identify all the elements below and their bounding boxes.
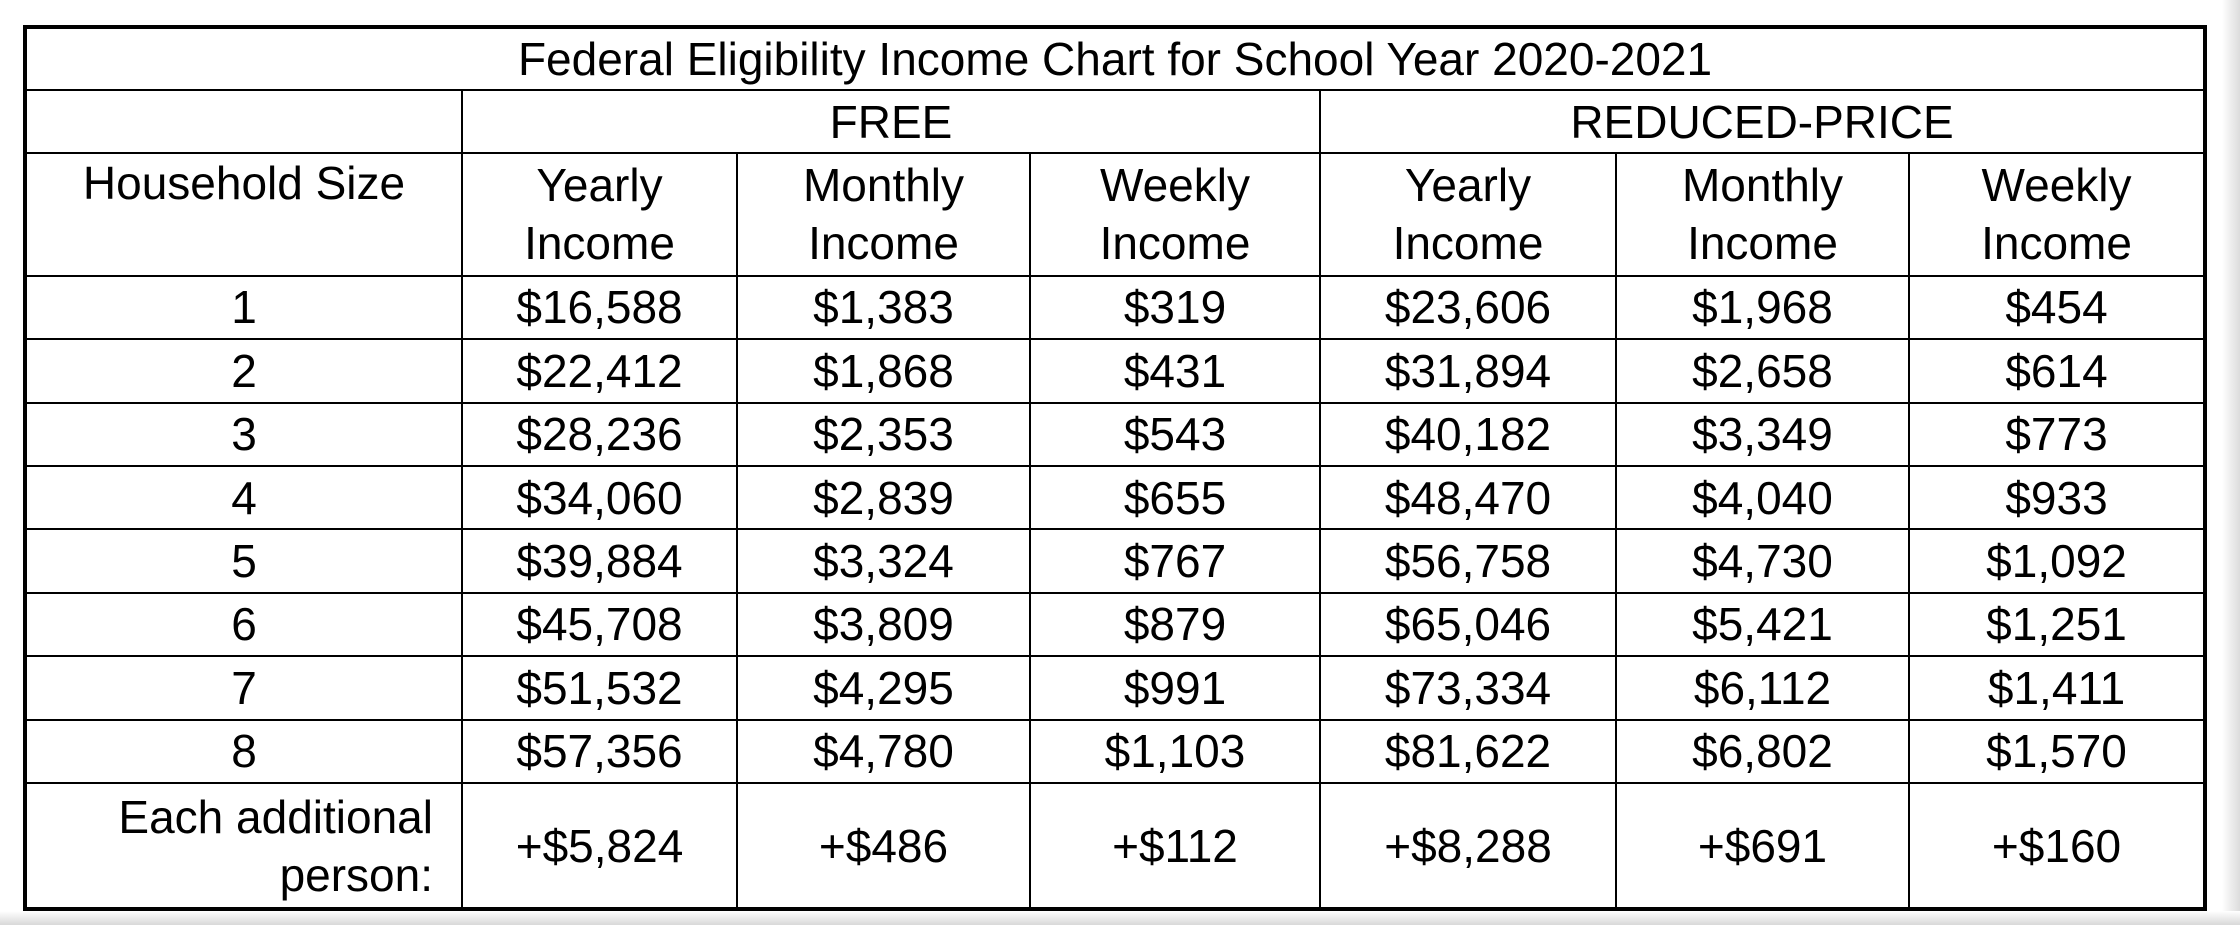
household-size-cell: 7 (25, 656, 462, 719)
label-line-1: Each additional (118, 790, 433, 843)
table-row (25, 529, 2205, 592)
free-yearly-cell: $39,884 (462, 529, 737, 592)
reduced-yearly-cell: $81,622 (1320, 720, 1616, 783)
reduced-yearly-cell: $65,046 (1320, 593, 1616, 656)
additional-person-row (25, 783, 2205, 909)
reduced-weekly-cell: $1,411 (1909, 656, 2205, 719)
free-monthly-cell: $2,353 (737, 403, 1030, 466)
label-line-2: person: (279, 848, 433, 901)
reduced-yearly-cell: $23,606 (1320, 276, 1616, 339)
reduced-monthly-cell: $2,658 (1616, 339, 1909, 402)
reduced-yearly-cell: $40,182 (1320, 403, 1616, 466)
reduced-price-group-header: REDUCED-PRICE (1320, 90, 2205, 152)
free-weekly-cell: $543 (1030, 403, 1320, 466)
free-monthly-cell: $3,324 (737, 529, 1030, 592)
free-yearly-cell: $57,356 (462, 720, 737, 783)
free-weekly-cell: $319 (1030, 276, 1320, 339)
free-weekly-cell: $879 (1030, 593, 1320, 656)
page-edge-shadow (2222, 0, 2240, 925)
household-size-cell: 2 (25, 339, 462, 402)
free-weekly-additional: +$112 (1030, 783, 1320, 909)
reduced-yearly-header (1320, 153, 1616, 276)
free-monthly-cell: $4,780 (737, 720, 1030, 783)
header-line-1: Monthly (1681, 159, 1844, 212)
header-line-2: Income (808, 217, 959, 270)
table-row (25, 403, 2205, 466)
reduced-yearly-cell: $56,758 (1320, 529, 1616, 592)
free-yearly-cell: $16,588 (462, 276, 737, 339)
table-row (25, 593, 2205, 656)
reduced-weekly-cell: $773 (1909, 403, 2205, 466)
reduced-monthly-header (1616, 153, 1909, 276)
reduced-yearly-cell: $31,894 (1320, 339, 1616, 402)
free-yearly-additional: +$5,824 (462, 783, 737, 909)
household-size-cell: 4 (25, 466, 462, 529)
table-row (25, 276, 2205, 339)
free-weekly-cell: $655 (1030, 466, 1320, 529)
free-yearly-cell: $45,708 (462, 593, 737, 656)
table-title: Federal Eligibility Income Chart for School Year 2020-2021 (25, 27, 2205, 90)
reduced-yearly-cell: $48,470 (1320, 466, 1616, 529)
free-group-header: FREE (462, 90, 1320, 152)
reduced-monthly-cell: $4,040 (1616, 466, 1909, 529)
reduced-monthly-cell: $5,421 (1616, 593, 1909, 656)
free-monthly-additional: +$486 (737, 783, 1030, 909)
header-line-1: Yearly (1404, 159, 1532, 212)
reduced-weekly-header (1909, 153, 2205, 276)
header-line-2: Income (1687, 217, 1838, 270)
household-size-cell: 6 (25, 593, 462, 656)
reduced-yearly-cell: $73,334 (1320, 656, 1616, 719)
table-row (25, 656, 2205, 719)
income-eligibility-table (23, 25, 2207, 911)
reduced-weekly-cell: $1,570 (1909, 720, 2205, 783)
header-line-2: Income (1392, 217, 1544, 270)
household-size-label: Household Size (82, 156, 406, 209)
reduced-monthly-cell: $3,349 (1616, 403, 1909, 466)
empty-group-cell (25, 90, 462, 152)
free-yearly-cell: $51,532 (462, 656, 737, 719)
household-size-cell: 8 (25, 720, 462, 783)
table-row (25, 720, 2205, 783)
free-monthly-cell: $3,809 (737, 593, 1030, 656)
free-weekly-cell: $1,103 (1030, 720, 1320, 783)
reduced-weekly-cell: $1,092 (1909, 529, 2205, 592)
additional-person-label (25, 783, 462, 909)
header-line-2: Income (1981, 217, 2132, 270)
free-monthly-cell: $1,868 (737, 339, 1030, 402)
reduced-weekly-cell: $614 (1909, 339, 2205, 402)
household-size-cell: 5 (25, 529, 462, 592)
header-line-1: Weekly (1100, 159, 1250, 212)
reduced-weekly-additional: +$160 (1909, 783, 2205, 909)
household-size-cell: 3 (25, 403, 462, 466)
free-monthly-cell: $4,295 (737, 656, 1030, 719)
reduced-weekly-cell: $933 (1909, 466, 2205, 529)
free-yearly-cell: $34,060 (462, 466, 737, 529)
free-monthly-header (737, 153, 1030, 276)
reduced-monthly-cell: $1,968 (1616, 276, 1909, 339)
table-row (25, 466, 2205, 529)
free-yearly-cell: $28,236 (462, 403, 737, 466)
free-weekly-cell: $431 (1030, 339, 1320, 402)
free-monthly-cell: $2,839 (737, 466, 1030, 529)
free-monthly-cell: $1,383 (737, 276, 1030, 339)
header-line-1: Monthly (802, 159, 965, 212)
header-line-2: Income (524, 217, 675, 270)
free-yearly-cell: $22,412 (462, 339, 737, 402)
header-line-1: Yearly (536, 159, 663, 212)
household-size-header (25, 153, 462, 276)
free-weekly-cell: $991 (1030, 656, 1320, 719)
reduced-weekly-cell: $1,251 (1909, 593, 2205, 656)
column-header-row (25, 153, 2205, 276)
header-line-1: Weekly (1981, 159, 2132, 212)
free-yearly-header (462, 153, 737, 276)
page-bottom-shadow (0, 911, 2240, 925)
reduced-monthly-additional: +$691 (1616, 783, 1909, 909)
free-weekly-cell: $767 (1030, 529, 1320, 592)
household-size-cell: 1 (25, 276, 462, 339)
reduced-monthly-cell: $4,730 (1616, 529, 1909, 592)
reduced-weekly-cell: $454 (1909, 276, 2205, 339)
reduced-monthly-cell: $6,112 (1616, 656, 1909, 719)
reduced-monthly-cell: $6,802 (1616, 720, 1909, 783)
table-row (25, 339, 2205, 402)
header-line-2: Income (1099, 217, 1251, 270)
free-weekly-header (1030, 153, 1320, 276)
reduced-yearly-additional: +$8,288 (1320, 783, 1616, 909)
